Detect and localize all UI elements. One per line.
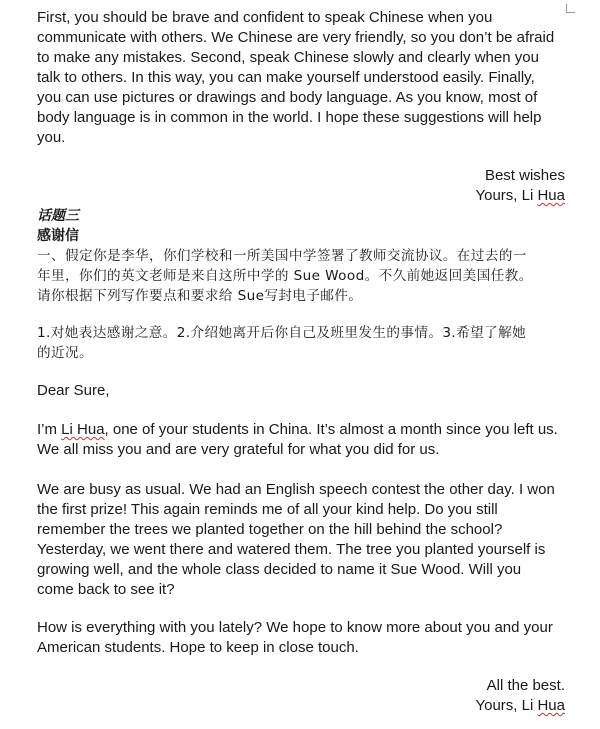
text-line: How is everything with you lately? We hope to know more about you and your [37,619,553,636]
letter-signoff [37,676,565,716]
intro-signoff [37,166,565,206]
signature-name: Hua [537,187,565,204]
text-line: to make any mistakes. Second, speak Chinese slowly and clearly when you [37,49,539,66]
text-line [37,420,565,440]
text-line: growing well, and the whole class decided to name it Sue Wood. Will you [37,561,522,578]
prompt-line: 请你根据下列写作要点和要求给 Sue写封电子邮件。 [37,288,363,304]
closing-line: Best wishes [484,167,565,184]
text-line: the first prize! This again reminds me of all your kind help. Do you still [37,501,498,518]
letter-greeting-block [37,381,565,401]
text-line: We are busy as usual. We had an English speech contest the other day. I won [37,481,555,498]
text-line: talk to others. In this way, you can make yourself understood easily. Finally, [37,69,535,86]
text-line: We all miss you and are very grateful for what you did for us. [37,441,440,458]
points-line: 1.对她表达感谢之意。2.介绍她离开后你自己及班里发生的事情。3.希望了解她 [37,325,527,341]
signature-name: Hua [537,697,565,714]
points-line: 的近况。 [37,345,93,361]
signature-prefix: Yours, Li [475,187,538,204]
intro-paragraph [37,8,565,148]
text-line: American students. Hope to keep in close touch. [37,639,359,656]
text-line: come back to see it? [37,581,175,598]
letter-paragraph-2 [37,480,565,600]
prompt-line: 一、假定你是李华，你们学校和一所美国中学签署了教师交流协议。在过去的一 [37,248,527,264]
text-line: you can use pictures or drawings and body language. As you know, most of [37,89,538,106]
name-li-hua: Li Hua [61,421,105,438]
topic-section [37,206,565,306]
text-line: First, you should be brave and confident to speak Chinese when you [37,9,493,26]
closing-line: All the best. [486,677,565,694]
topic-label: 话题三 [37,208,79,224]
text-segment: I’m [37,421,62,438]
topic-title: 感谢信 [37,228,79,244]
text-line: communicate with others. We Chinese are very friendly, so you don’t be afraid [37,29,555,46]
text-line: Yesterday, we went there and watered them. The tree you planted yourself is [37,541,546,558]
text-line: you. [37,129,66,146]
writing-points [37,323,565,363]
letter-greeting: Dear Sure, [37,382,110,399]
letter-paragraph-3 [37,618,565,658]
text-line: body language is in common in the world. I hope these suggestions will help [37,109,542,126]
text-line: remember the trees we planted together on the hill behind the school? [37,521,503,538]
prompt-line: 年里，你们的英文老师是来自这所中学的 Sue Wood。不久前她返回美国任教。 [37,268,533,284]
signature-prefix: Yours, Li [475,697,538,714]
text-segment: , one of your students in China. It’s almost a month since you left us. [104,421,558,438]
signature-line [37,186,565,206]
signature-line [37,696,565,716]
page-corner-mark [566,4,575,13]
letter-paragraph-1 [37,420,565,460]
